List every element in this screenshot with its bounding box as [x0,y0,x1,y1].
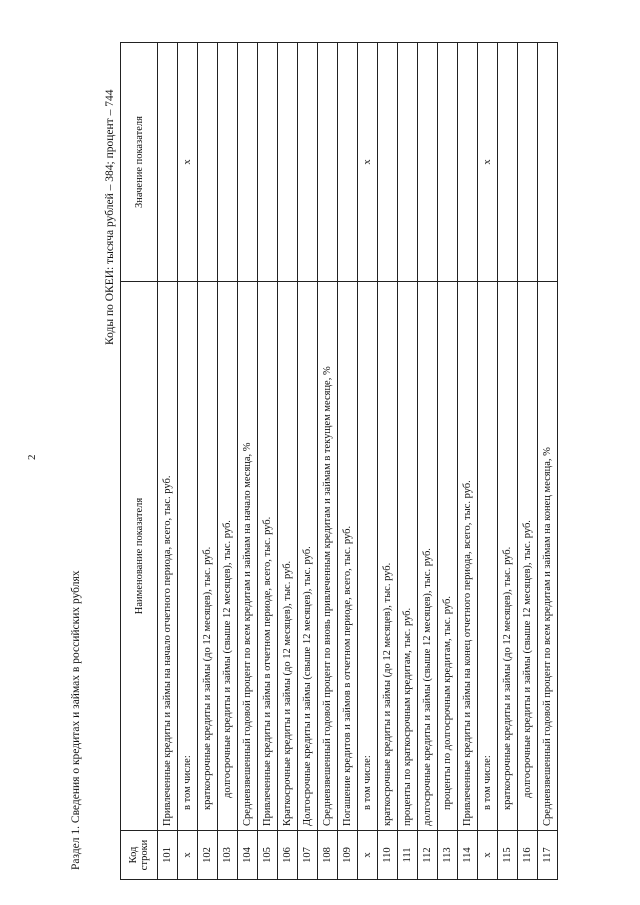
table-row [438,43,458,880]
row-name: в том числе: [478,282,498,831]
row-value[interactable] [498,43,518,282]
table-row [398,43,418,880]
row-name: долгосрочные кредиты и займы (свыше 12 месяцев), тыс. руб. [518,282,538,831]
row-value[interactable] [418,43,438,282]
row-value[interactable] [338,43,358,282]
row-code: 104 [238,831,258,880]
table-row [478,43,498,880]
row-value[interactable] [218,43,238,282]
row-code: 114 [458,831,478,880]
row-value[interactable] [318,43,338,282]
row-code: 115 [498,831,518,880]
row-code: 103 [218,831,238,880]
row-code: 101 [158,831,178,880]
row-code: х [178,831,198,880]
page-number: 2 [26,454,38,460]
table-row [318,43,338,880]
row-name: долгосрочные кредиты и займы (свыше 12 месяцев), тыс. руб. [218,282,238,831]
row-name: долгосрочные кредиты и займы (свыше 12 месяцев), тыс. руб. [418,282,438,831]
row-code: 112 [418,831,438,880]
row-name: Средневзвешенный годовой процент по вновь привлеченным кредитам и займам в текущем месяце, % [318,282,338,831]
row-value[interactable]: х [358,43,378,282]
header-value: Значение показателя [121,43,158,282]
row-code: 110 [378,831,398,880]
row-name: Средневзвешенный годовой процент по всем кредитам и займам на конец месяца, % [538,282,558,831]
row-name: Привлеченные кредиты и займы в отчетном периоде, всего, тыс. руб. [258,282,278,831]
row-name: Привлеченные кредиты и займы на конец отчетного периода, всего, тыс. руб. [458,282,478,831]
row-value[interactable] [258,43,278,282]
row-code: 107 [298,831,318,880]
row-name: Средневзвешенный годовой процент по всем кредитам и займам на начало месяца, % [238,282,258,831]
row-code: х [358,831,378,880]
row-code: 108 [318,831,338,880]
row-code: 111 [398,831,418,880]
row-name: проценты по долгосрочным кредитам, тыс. руб. [438,282,458,831]
row-value[interactable] [458,43,478,282]
row-value[interactable]: х [478,43,498,282]
credits-table [120,42,558,880]
table-row [378,43,398,880]
row-value[interactable]: х [178,43,198,282]
row-code: 105 [258,831,278,880]
header-code: Код строки [121,831,158,880]
table-row [418,43,438,880]
row-name: проценты по краткосрочным кредитам, тыс. руб. [398,282,418,831]
table-row [358,43,378,880]
table-row [158,43,178,880]
header-name: Наименование показателя [121,282,158,831]
table-row [458,43,478,880]
row-value[interactable] [198,43,218,282]
table-row [178,43,198,880]
row-name: в том числе: [178,282,198,831]
table-row [218,43,238,880]
table-row [298,43,318,880]
table-row [258,43,278,880]
row-name: Долгосрочные кредиты и займы (свыше 12 месяцев), тыс. руб. [298,282,318,831]
row-code: 113 [438,831,458,880]
row-name: Погашение кредитов и займов в отчетном периоде, всего, тыс. руб. [338,282,358,831]
table-row [538,43,558,880]
row-value[interactable] [278,43,298,282]
table-row [498,43,518,880]
row-name: в том числе: [358,282,378,831]
row-code: 117 [538,831,558,880]
row-code: 106 [278,831,298,880]
row-value[interactable] [378,43,398,282]
row-value[interactable] [538,43,558,282]
row-value[interactable] [158,43,178,282]
table-header-row [121,43,158,880]
row-value[interactable] [438,43,458,282]
row-code: 109 [338,831,358,880]
table-row [198,43,218,880]
table-row [338,43,358,880]
row-name: краткосрочные кредиты и займы (до 12 месяцев), тыс. руб. [378,282,398,831]
table-body [158,43,558,880]
row-name: краткосрочные кредиты и займы (до 12 месяцев), тыс. руб. [498,282,518,831]
okei-codes: Коды по ОКЕИ: тысяча рублей – 384; процент – 744 [104,89,116,345]
table-row [238,43,258,880]
row-value[interactable] [518,43,538,282]
row-name: Привлеченные кредиты и займы на начало отчетного периода, всего, тыс. руб. [158,282,178,831]
row-name: Краткосрочные кредиты и займы (до 12 месяцев), тыс. руб. [278,282,298,831]
row-value[interactable] [238,43,258,282]
table-row [518,43,538,880]
row-value[interactable] [398,43,418,282]
section-title: Раздел 1. Сведения о кредитах и займах в российских рублях [70,570,82,870]
row-name: краткосрочные кредиты и займы (до 12 месяцев), тыс. руб. [198,282,218,831]
row-code: 116 [518,831,538,880]
row-value[interactable] [298,43,318,282]
table-row [278,43,298,880]
row-code: 102 [198,831,218,880]
row-code: х [478,831,498,880]
